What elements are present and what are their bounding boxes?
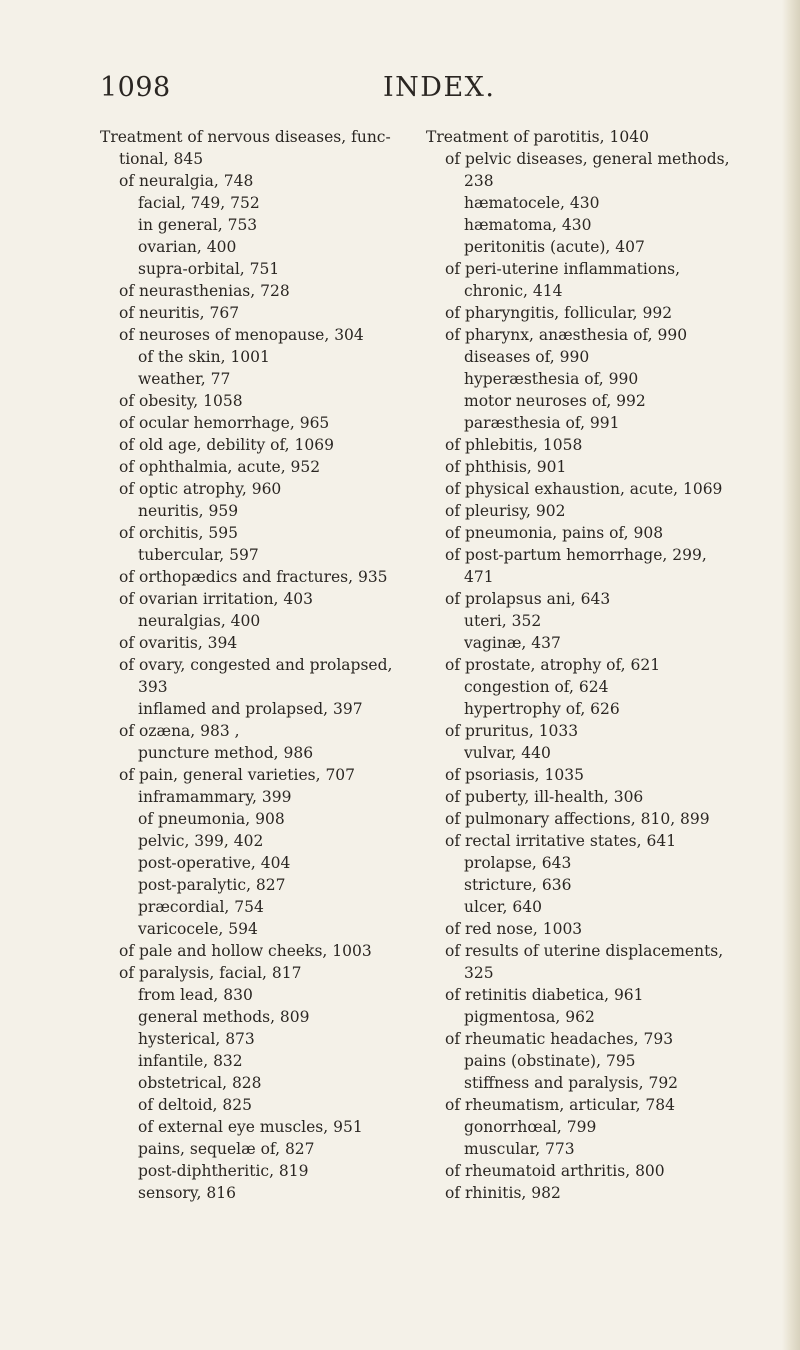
index-entry: hæmatoma, 430 xyxy=(464,216,592,234)
index-entry: tional, 845 xyxy=(119,150,204,168)
index-entry: 393 xyxy=(138,678,168,696)
page-number: 1098 xyxy=(100,72,171,103)
index-entry: general methods, 809 xyxy=(138,1008,310,1026)
index-entry: of pharynx, anæsthesia of, 990 xyxy=(445,326,688,344)
index-entry: infantile, 832 xyxy=(138,1052,243,1070)
index-entry: supra-orbital, 751 xyxy=(138,260,280,278)
index-entry: of pulmonary affections, 810, 899 xyxy=(445,810,710,828)
index-entry: diseases of, 990 xyxy=(464,348,590,366)
index-entry: of retinitis diabetica, 961 xyxy=(445,986,644,1004)
index-entry: paræsthesia of, 991 xyxy=(464,414,620,432)
index-entry: of neuritis, 767 xyxy=(119,304,240,322)
index-entry: of phlebitis, 1058 xyxy=(445,436,583,454)
index-entry: of phthisis, 901 xyxy=(445,458,567,476)
index-entry: prolapse, 643 xyxy=(464,854,572,872)
index-entry: of pleurisy, 902 xyxy=(445,502,566,520)
index-entry: of orchitis, 595 xyxy=(119,524,238,542)
index-entry: of pelvic diseases, general methods, xyxy=(445,150,730,168)
index-entry: of rhinitis, 982 xyxy=(445,1184,561,1202)
index-entry: of deltoid, 825 xyxy=(138,1096,252,1114)
index-entry: post-operative, 404 xyxy=(138,854,291,872)
index-entry: of pain, general varieties, 707 xyxy=(119,766,356,784)
index-entry: pelvic, 399, 402 xyxy=(138,832,264,850)
index-entry: congestion of, 624 xyxy=(464,678,609,696)
index-entry: stiffness and paralysis, 792 xyxy=(464,1074,679,1092)
index-entry: in general, 753 xyxy=(138,216,258,234)
index-entry: of pneumonia, pains of, 908 xyxy=(445,524,664,542)
index-entry: neuritis, 959 xyxy=(138,502,239,520)
index-entry: præcordial, 754 xyxy=(138,898,264,916)
index-entry: pains, sequelæ of, 827 xyxy=(138,1140,315,1158)
index-entry: of pharyngitis, follicular, 992 xyxy=(445,304,673,322)
index-entry: pigmentosa, 962 xyxy=(464,1008,595,1026)
index-entry: of ovary, congested and prolapsed, xyxy=(119,656,393,674)
index-entry: of neuralgia, 748 xyxy=(119,172,254,190)
index-entry: of rheumatism, articular, 784 xyxy=(445,1096,676,1114)
index-entry: of ozæna, 983 , xyxy=(119,722,240,740)
left-column xyxy=(100,126,418,1204)
index-heading-entry: Treatment of parotitis, 1040 xyxy=(426,128,649,146)
index-entry: of neurasthenias, 728 xyxy=(119,282,290,300)
index-entry: neuralgias, 400 xyxy=(138,612,261,630)
index-entry: pains (obstinate), 795 xyxy=(464,1052,636,1070)
index-entry: facial, 749, 752 xyxy=(138,194,260,212)
index-entry: of physical exhaustion, acute, 1069 xyxy=(445,480,723,498)
index-entry: of ovaritis, 394 xyxy=(119,634,238,652)
index-entry: of peri-uterine inflammations, xyxy=(445,260,681,278)
index-entry: of rheumatic headaches, 793 xyxy=(445,1030,674,1048)
index-entry: inflamed and prolapsed, 397 xyxy=(138,700,363,718)
index-entry: of external eye muscles, 951 xyxy=(138,1118,363,1136)
index-entry: peritonitis (acute), 407 xyxy=(464,238,645,256)
index-entry: of ocular hemorrhage, 965 xyxy=(119,414,330,432)
index-entry: muscular, 773 xyxy=(464,1140,575,1158)
index-entry: hyperæsthesia of, 990 xyxy=(464,370,639,388)
index-entry: of orthopædics and fractures, 935 xyxy=(119,568,388,586)
index-entry: 471 xyxy=(464,568,494,586)
index-entry: of the skin, 1001 xyxy=(138,348,270,366)
index-entry: gonorrhœal, 799 xyxy=(464,1118,597,1136)
index-entry: hæmatocele, 430 xyxy=(464,194,600,212)
index-entry: hypertrophy of, 626 xyxy=(464,700,620,718)
index-entry: hysterical, 873 xyxy=(138,1030,255,1048)
index-entry: of neuroses of menopause, 304 xyxy=(119,326,364,344)
right-column xyxy=(426,126,744,1204)
index-entry: weather, 77 xyxy=(138,370,231,388)
index-entry: inframammary, 399 xyxy=(138,788,292,806)
index-entry: of obesity, 1058 xyxy=(119,392,243,410)
index-entry: of old age, debility of, 1069 xyxy=(119,436,334,454)
index-heading-entry: Treatment of nervous diseases, func- xyxy=(100,128,391,146)
index-entry: ovarian, 400 xyxy=(138,238,237,256)
index-entry: 238 xyxy=(464,172,494,190)
index-entry: of prolapsus ani, 643 xyxy=(445,590,611,608)
index-entry: of pale and hollow cheeks, 1003 xyxy=(119,942,372,960)
index-entry: from lead, 830 xyxy=(138,986,253,1004)
index-entry: vulvar, 440 xyxy=(464,744,551,762)
index-entry: obstetrical, 828 xyxy=(138,1074,262,1092)
index-entry: sensory, 816 xyxy=(138,1184,236,1202)
index-entry: of psoriasis, 1035 xyxy=(445,766,584,784)
running-head: INDEX. xyxy=(383,72,496,103)
index-entry: stricture, 636 xyxy=(464,876,572,894)
index-entry: of rectal irritative states, 641 xyxy=(445,832,677,850)
index-entry: varicocele, 594 xyxy=(138,920,258,938)
index-entry: uteri, 352 xyxy=(464,612,542,630)
index-entry: of prostate, atrophy of, 621 xyxy=(445,656,661,674)
index-entry: post-paralytic, 827 xyxy=(138,876,286,894)
index-entry: ulcer, 640 xyxy=(464,898,542,916)
index-entry: 325 xyxy=(464,964,494,982)
page-edge-shadow xyxy=(782,0,800,1350)
index-entry: of paralysis, facial, 817 xyxy=(119,964,302,982)
index-entry: of pneumonia, 908 xyxy=(138,810,285,828)
index-entry: puncture method, 986 xyxy=(138,744,314,762)
index-entry: tubercular, 597 xyxy=(138,546,259,564)
index-entry: of ophthalmia, acute, 952 xyxy=(119,458,321,476)
index-entry: motor neuroses of, 992 xyxy=(464,392,646,410)
index-entry: of red nose, 1003 xyxy=(445,920,583,938)
index-entry: of optic atrophy, 960 xyxy=(119,480,282,498)
index-entry: of post-partum hemorrhage, 299, xyxy=(445,546,707,564)
index-entry: of ovarian irritation, 403 xyxy=(119,590,313,608)
index-entry: of puberty, ill-health, 306 xyxy=(445,788,644,806)
index-entry: of rheumatoid arthritis, 800 xyxy=(445,1162,665,1180)
page-header xyxy=(100,72,740,108)
index-entry: of pruritus, 1033 xyxy=(445,722,579,740)
index-entry: chronic, 414 xyxy=(464,282,563,300)
index-entry: of results of uterine displacements, xyxy=(445,942,724,960)
index-entry: vaginæ, 437 xyxy=(464,634,561,652)
index-entry: post-diphtheritic, 819 xyxy=(138,1162,309,1180)
